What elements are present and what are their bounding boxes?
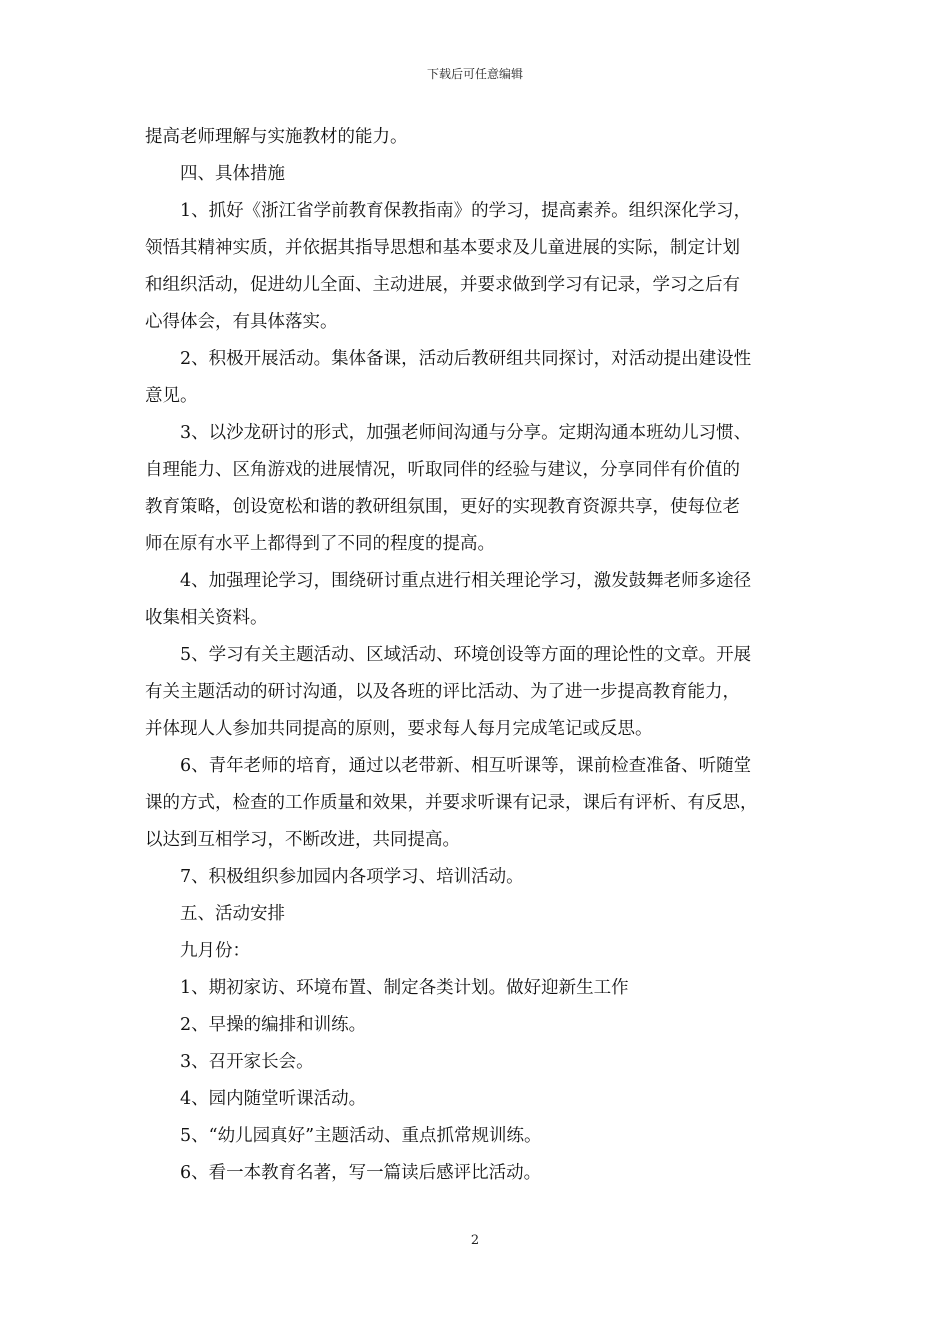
paragraph-line: 3、以沙龙研讨的形式，加强老师间沟通与分享。定期沟通本班幼儿习惯、 [180, 423, 752, 443]
paragraph-line: 意见。 [145, 386, 198, 406]
paragraph-line: 1、抓好《浙江省学前教育保教指南》的学习，提高素养。组织深化学习， [180, 201, 752, 221]
paragraph-line: 5、学习有关主题活动、区域活动、环境创设等方面的理论性的文章。开展 [180, 645, 752, 665]
paragraph-line: 2、积极开展活动。集体备课，活动后教研组共同探讨，对活动提出建设性 [180, 349, 752, 369]
paragraph-line: 7、积极组织参加园内各项学习、培训活动。 [180, 867, 524, 887]
paragraph-line: 和组织活动，促进幼儿全面、主动进展，并要求做到学习有记录，学习之后有 [145, 275, 740, 295]
paragraph-line: 并体现人人参加共同提高的原则，要求每人每月完成笔记或反思。 [145, 719, 653, 739]
list-item: 3、召开家长会。 [180, 1052, 314, 1072]
document-body [145, 119, 817, 1192]
section-heading: 五、活动安排 [180, 904, 285, 924]
paragraph-line: 以达到互相学习，不断改进，共同提高。 [145, 830, 460, 850]
list-item: 1、期初家访、环境布置、制定各类计划。做好迎新生工作 [180, 978, 629, 998]
subsection-heading: 九月份： [180, 941, 250, 961]
paragraph-line: 师在原有水平上都得到了不同的程度的提高。 [145, 534, 495, 554]
paragraph-line: 教育策略，创设宽松和谐的教研组氛围，更好的实现教育资源共享，使每位老 [145, 497, 740, 517]
paragraph-line: 心得体会，有具体落实。 [145, 312, 338, 332]
paragraph-line: 收集相关资料。 [145, 608, 268, 628]
list-item: 2、早操的编排和训练。 [180, 1015, 367, 1035]
paragraph-line: 课的方式，检查的工作质量和效果，并要求听课有记录，课后有评析、有反思， [145, 793, 758, 813]
paragraph-line: 有关主题活动的研讨沟通，以及各班的评比活动、为了进一步提高教育能力， [145, 682, 740, 702]
page-number: 2 [470, 1233, 480, 1248]
page-header: 下载后可任意编辑 [426, 67, 523, 81]
list-item: 6、看一本教育名著，写一篇读后感评比活动。 [180, 1163, 542, 1183]
paragraph-line: 6、青年老师的培育，通过以老带新、相互听课等，课前检查准备、听随堂 [180, 756, 752, 776]
section-heading: 四、具体措施 [180, 164, 285, 184]
paragraph-line: 4、加强理论学习，围绕研讨重点进行相关理论学习，激发鼓舞老师多途径 [180, 571, 752, 591]
paragraph-line: 提高老师理解与实施教材的能力。 [145, 127, 408, 147]
list-item: 5、“幼儿园真好”主题活动、重点抓常规训练。 [180, 1126, 542, 1146]
paragraph-line: 领悟其精神实质，并依据其指导思想和基本要求及儿童进展的实际，制定计划 [145, 238, 740, 258]
list-item: 4、园内随堂听课活动。 [180, 1089, 367, 1109]
paragraph-line: 自理能力、区角游戏的进展情况，听取同伴的经验与建议，分享同伴有价值的 [145, 460, 740, 480]
